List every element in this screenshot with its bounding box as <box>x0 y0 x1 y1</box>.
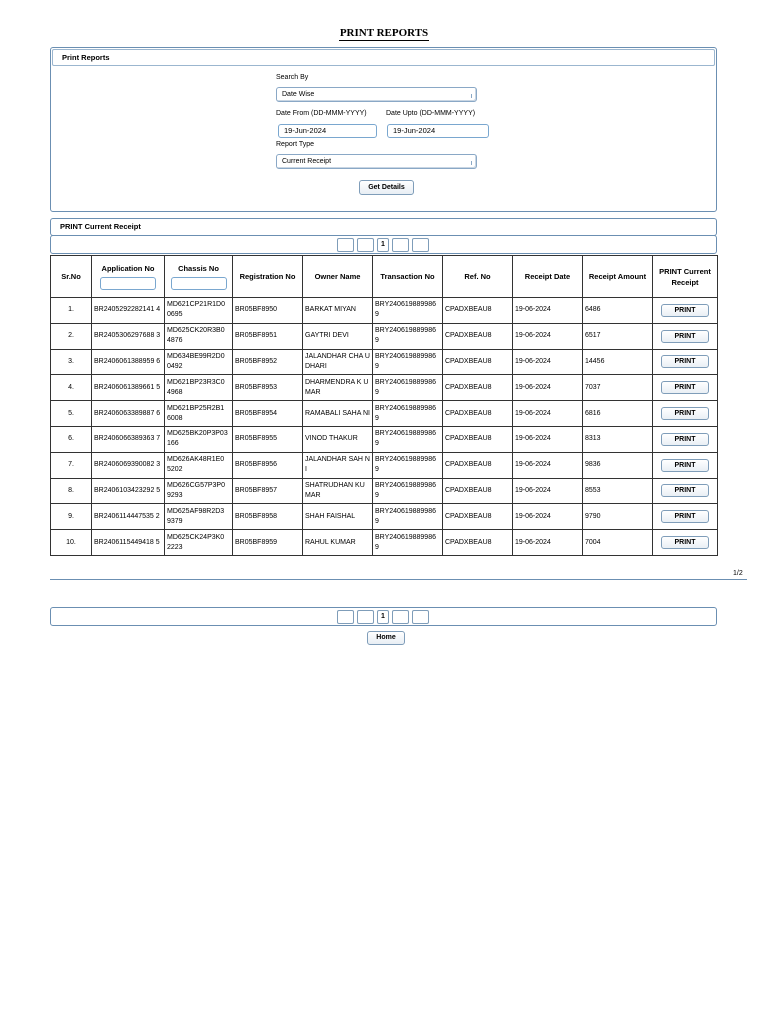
cell-receipt-date: 19-06-2024 <box>513 375 583 401</box>
cell-ref-no: CPADXBEAU8 <box>443 375 513 401</box>
cell-receipt-date: 19-06-2024 <box>513 530 583 556</box>
get-details-button[interactable]: Get Details <box>359 180 414 195</box>
cell-print <box>653 349 718 375</box>
cell-chassis-no: MD621CP21R1D0 0695 <box>165 298 233 324</box>
last-page-button[interactable] <box>412 610 429 624</box>
table-row <box>51 323 718 349</box>
cell-sr-no: 7. <box>51 452 92 478</box>
cell-owner-name: SHATRUDHAN KU MAR <box>303 478 373 504</box>
search-by-value: Date Wise <box>282 91 315 98</box>
dropdown-arrow-icon <box>469 161 472 165</box>
cell-chassis-no: MD621BP23R3C0 4968 <box>165 375 233 401</box>
report-type-label: Report Type <box>276 141 315 148</box>
pager <box>337 610 429 624</box>
cell-transaction-no: BRY240619889986 9 <box>373 375 443 401</box>
cell-chassis-no: MD634BE99R2D0 0492 <box>165 349 233 375</box>
table-row <box>51 478 718 504</box>
cell-transaction-no: BRY240619889986 9 <box>373 426 443 452</box>
cell-registration-no: BR05BF8957 <box>233 478 303 504</box>
cell-ref-no: CPADXBEAU8 <box>443 401 513 427</box>
cell-chassis-no: MD626AK48R1E0 5202 <box>165 452 233 478</box>
cell-sr-no: 8. <box>51 478 92 504</box>
application-no-filter-input[interactable] <box>100 277 156 290</box>
date-from-input[interactable]: 19-Jun-2024 <box>278 124 377 138</box>
next-page-button[interactable] <box>392 238 409 252</box>
cell-transaction-no: BRY240619889986 9 <box>373 452 443 478</box>
cell-registration-no: BR05BF8952 <box>233 349 303 375</box>
cell-owner-name: GAYTRI DEVI <box>303 323 373 349</box>
first-page-button[interactable] <box>337 610 354 624</box>
cell-receipt-amount: 7037 <box>583 375 653 401</box>
cell-print <box>653 401 718 427</box>
last-page-button[interactable] <box>412 238 429 252</box>
cell-receipt-amount: 8553 <box>583 478 653 504</box>
header-print: PRINT Current Receipt <box>653 256 718 298</box>
cell-ref-no: CPADXBEAU8 <box>443 452 513 478</box>
cell-sr-no: 5. <box>51 401 92 427</box>
cell-transaction-no: BRY240619889986 9 <box>373 504 443 530</box>
cell-print <box>653 504 718 530</box>
cell-transaction-no: BRY240619889986 9 <box>373 401 443 427</box>
home-button[interactable]: Home <box>367 631 405 645</box>
receipt-panel <box>50 218 717 236</box>
cell-chassis-no: MD626CG57P3P0 9293 <box>165 478 233 504</box>
print-button[interactable]: PRINT <box>661 433 709 446</box>
cell-print <box>653 298 718 324</box>
cell-receipt-amount: 9836 <box>583 452 653 478</box>
date-upto-label: Date Upto (DD-MMM-YYYY) <box>386 110 476 117</box>
cell-application-no: BR2406066389363 7 <box>92 426 165 452</box>
search-by-label: Search By <box>276 74 309 81</box>
cell-registration-no: BR05BF8958 <box>233 504 303 530</box>
cell-application-no: BR2406114447535 2 <box>92 504 165 530</box>
cell-sr-no: 3. <box>51 349 92 375</box>
cell-application-no: BR2406063389887 6 <box>92 401 165 427</box>
cell-chassis-no: MD621BP25R2B1 6008 <box>165 401 233 427</box>
table-row <box>51 298 718 324</box>
cell-print <box>653 452 718 478</box>
cell-receipt-amount: 14456 <box>583 349 653 375</box>
cell-transaction-no: BRY240619889986 9 <box>373 530 443 556</box>
pager <box>337 238 429 252</box>
cell-application-no: BR2406061388959 6 <box>92 349 165 375</box>
cell-receipt-date: 19-06-2024 <box>513 426 583 452</box>
header-chassis-no <box>165 256 233 298</box>
cell-ref-no: CPADXBEAU8 <box>443 478 513 504</box>
table-row <box>51 349 718 375</box>
cell-registration-no: BR05BF8953 <box>233 375 303 401</box>
print-button[interactable]: PRINT <box>661 459 709 472</box>
cell-receipt-amount: 6486 <box>583 298 653 324</box>
cell-print <box>653 530 718 556</box>
header-application-no-label: Application No <box>101 264 155 273</box>
cell-owner-name: VINOD THAKUR <box>303 426 373 452</box>
cell-ref-no: CPADXBEAU8 <box>443 298 513 324</box>
bottom-pager-bar <box>50 607 717 626</box>
cell-application-no: BR2406061389661 5 <box>92 375 165 401</box>
cell-transaction-no: BRY240619889986 9 <box>373 349 443 375</box>
receipt-table <box>50 255 718 556</box>
cell-sr-no: 9. <box>51 504 92 530</box>
cell-ref-no: CPADXBEAU8 <box>443 323 513 349</box>
cell-print <box>653 375 718 401</box>
table-row <box>51 530 718 556</box>
print-button[interactable]: PRINT <box>661 381 709 394</box>
cell-application-no: BR2405292282141 4 <box>92 298 165 324</box>
cell-receipt-date: 19-06-2024 <box>513 349 583 375</box>
print-button[interactable]: PRINT <box>661 536 709 549</box>
divider <box>50 579 747 580</box>
cell-print <box>653 323 718 349</box>
cell-application-no: BR2406103423292 5 <box>92 478 165 504</box>
cell-transaction-no: BRY240619889986 9 <box>373 478 443 504</box>
chassis-no-filter-input[interactable] <box>171 277 227 290</box>
top-pager-bar <box>50 235 717 254</box>
cell-receipt-amount: 6816 <box>583 401 653 427</box>
cell-sr-no: 1. <box>51 298 92 324</box>
cell-receipt-date: 19-06-2024 <box>513 504 583 530</box>
cell-registration-no: BR05BF8956 <box>233 452 303 478</box>
print-button[interactable]: PRINT <box>661 304 709 317</box>
cell-chassis-no: MD625CK20R3B0 4876 <box>165 323 233 349</box>
cell-registration-no: BR05BF8959 <box>233 530 303 556</box>
cell-ref-no: CPADXBEAU8 <box>443 530 513 556</box>
dropdown-arrow-icon <box>469 94 472 98</box>
cell-receipt-date: 19-06-2024 <box>513 298 583 324</box>
cell-ref-no: CPADXBEAU8 <box>443 504 513 530</box>
cell-transaction-no: BRY240619889986 9 <box>373 298 443 324</box>
cell-ref-no: CPADXBEAU8 <box>443 426 513 452</box>
print-button[interactable]: PRINT <box>661 330 709 343</box>
cell-sr-no: 6. <box>51 426 92 452</box>
search-panel <box>50 47 717 212</box>
cell-owner-name: DHARMENDRA K UMAR <box>303 375 373 401</box>
cell-registration-no: BR05BF8951 <box>233 323 303 349</box>
print-button[interactable]: PRINT <box>661 355 709 368</box>
cell-receipt-amount: 9790 <box>583 504 653 530</box>
table-header-row <box>51 256 718 298</box>
print-button[interactable]: PRINT <box>661 407 709 420</box>
next-page-button[interactable] <box>392 610 409 624</box>
date-upto-input[interactable]: 19-Jun-2024 <box>387 124 489 138</box>
cell-receipt-amount: 7004 <box>583 530 653 556</box>
cell-application-no: BR2406115449418 5 <box>92 530 165 556</box>
report-type-select[interactable] <box>276 154 477 169</box>
date-from-label: Date From (DD-MMM-YYYY) <box>276 110 367 117</box>
cell-chassis-no: MD625CK24P3K0 2223 <box>165 530 233 556</box>
cell-transaction-no: BRY240619889986 9 <box>373 323 443 349</box>
header-transaction-no: Transaction No <box>373 256 443 298</box>
cell-registration-no: BR05BF8954 <box>233 401 303 427</box>
table-body <box>51 298 718 556</box>
cell-owner-name: JALANDHAR CHA UDHARI <box>303 349 373 375</box>
cell-print <box>653 426 718 452</box>
prev-page-button[interactable] <box>357 610 374 624</box>
cell-application-no: BR2406069390082 3 <box>92 452 165 478</box>
receipt-panel-title: PRINT Current Receipt <box>60 222 141 231</box>
header-owner-name: Owner Name <box>303 256 373 298</box>
prev-page-button[interactable] <box>357 238 374 252</box>
header-receipt-amount: Receipt Amount <box>583 256 653 298</box>
table-row <box>51 426 718 452</box>
search-panel-title: Print Reports <box>52 49 715 66</box>
table-row <box>51 504 718 530</box>
cell-owner-name: SHAH FAISHAL <box>303 504 373 530</box>
cell-ref-no: CPADXBEAU8 <box>443 349 513 375</box>
cell-registration-no: BR05BF8950 <box>233 298 303 324</box>
print-button[interactable]: PRINT <box>661 484 709 497</box>
header-registration-no: Registration No <box>233 256 303 298</box>
table-row <box>51 375 718 401</box>
first-page-button[interactable] <box>337 238 354 252</box>
page-indicator: 1/2 <box>733 570 743 577</box>
table-row <box>51 401 718 427</box>
page-number-button[interactable]: 1 <box>377 238 389 252</box>
cell-sr-no: 2. <box>51 323 92 349</box>
report-type-value: Current Receipt <box>282 158 332 165</box>
cell-owner-name: RAMABALI SAHA NI <box>303 401 373 427</box>
cell-receipt-amount: 6517 <box>583 323 653 349</box>
cell-registration-no: BR05BF8955 <box>233 426 303 452</box>
cell-receipt-amount: 8313 <box>583 426 653 452</box>
cell-owner-name: RAHUL KUMAR <box>303 530 373 556</box>
table-row <box>51 452 718 478</box>
cell-chassis-no: MD625BK20P3P03 166 <box>165 426 233 452</box>
cell-receipt-date: 19-06-2024 <box>513 478 583 504</box>
page-title: PRINT REPORTS <box>339 27 429 39</box>
cell-print <box>653 478 718 504</box>
cell-receipt-date: 19-06-2024 <box>513 323 583 349</box>
cell-chassis-no: MD625AF98R2D3 9379 <box>165 504 233 530</box>
cell-owner-name: BARKAT MIYAN <box>303 298 373 324</box>
cell-receipt-date: 19-06-2024 <box>513 401 583 427</box>
header-application-no <box>92 256 165 298</box>
cell-application-no: BR2405306297688 3 <box>92 323 165 349</box>
search-by-select[interactable] <box>276 87 477 102</box>
header-ref-no: Ref. No <box>443 256 513 298</box>
header-chassis-no-label: Chassis No <box>178 264 219 273</box>
cell-sr-no: 4. <box>51 375 92 401</box>
header-receipt-date: Receipt Date <box>513 256 583 298</box>
header-sr-no: Sr.No <box>51 256 92 298</box>
print-button[interactable]: PRINT <box>661 510 709 523</box>
cell-owner-name: JALANDHAR SAH NI <box>303 452 373 478</box>
page-number-button[interactable]: 1 <box>377 610 389 624</box>
cell-sr-no: 10. <box>51 530 92 556</box>
cell-receipt-date: 19-06-2024 <box>513 452 583 478</box>
